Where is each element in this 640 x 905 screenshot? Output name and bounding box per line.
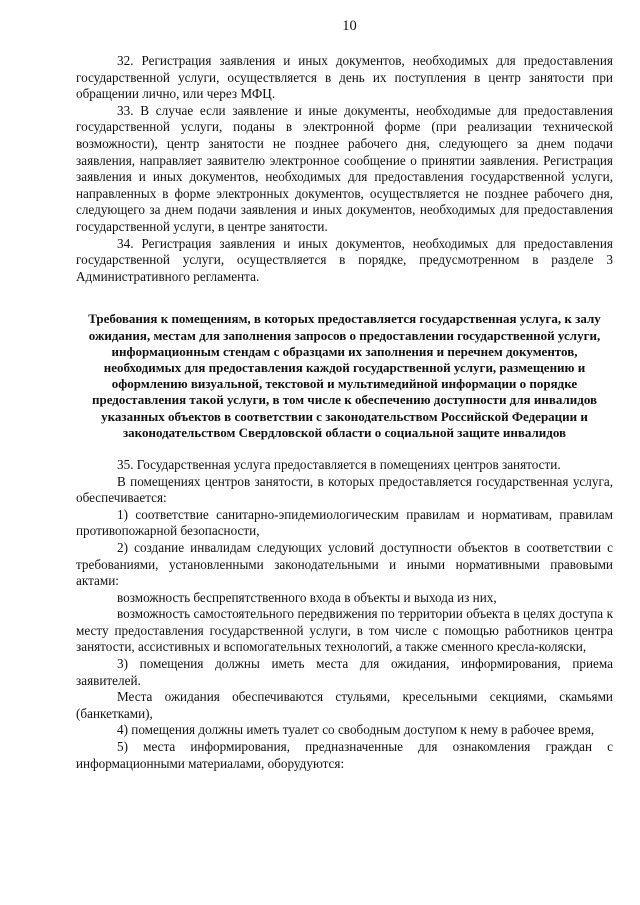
list-subitem-entrance: возможность беспрепятственного входа в объекты и выхода из них, <box>117 589 497 605</box>
list-item-1: 1) соответствие санитарно-эпидемиологическим правилам и нормативам, правилам противопожарной безопасности, <box>76 506 613 539</box>
paragraph-35: 35. Государственная услуга предоставляется в помещениях центров занятости. <box>117 456 561 472</box>
paragraph-33: 33. В случае если заявление и иные документы, необходимые для предоставления государственной услуги, поданы в электронной форме (при реализации технической возможности), центр занятости не позднее рабочего дня, следующего за днем подачи заявления, направляет заявителю электронное сообщение о принятии заявления. Регистрация заявления и иных документов, необходимых для предоставления государственной услуги, направленных в форме электронных документов, осуществляется не позднее рабочего дня, следующего за днем подачи заявления и иных документов, необходимых для предоставления государственной услуги, в центре занятости. <box>76 102 613 234</box>
paragraph-waiting-places: Места ожидания обеспечиваются стульями, кресельными секциями, скамьями (банкетками), <box>76 689 613 721</box>
list-subitem-movement: возможность самостоятельного передвижения по территории объекта в целях доступа к месту предоставления государственной услуги, в том числе с помощью работников центра занятости, ассистивных и вспомогательных технологий, а также сменного кресла-коляски, <box>76 606 613 655</box>
section-heading: Требования к помещениям, в которых предоставляется государственная услуга, к залу ожидания, местам для заполнения запросов о предоставлении государственной услуги, информационным стендам с образцами их заполнения и перечнем документов, необходимых для предоставления каждой государственной услуги, размещению и оформлению визуальной, текстовой и мультимедийной информации о порядке предоставления такой услуги, в том числе к обеспечению доступности для инвалидов указанных объектов в соответствии с законодательством Российской Федерации и законодательством Свердловской области о социальной защите инвалидов <box>88 311 601 440</box>
paragraph-32: 32. Регистрация заявления и иных документов, необходимых для предоставления государственной услуги, осуществляется в день их поступления в центр занятости при обращении лично, или через МФЦ. <box>76 53 613 102</box>
list-item-4: 4) помещения должны иметь туалет со свободным доступом к нему в рабочее время, <box>117 722 595 738</box>
paragraph-34: 34. Регистрация заявления и иных документов, необходимых для предоставления государственной услуги, осуществляется в порядке, предусмотренном в разделе 3 Административного регламента. <box>76 235 613 284</box>
list-item-3: 3) помещения должны иметь места для ожидания, информирования, приема заявителей. <box>76 656 613 688</box>
list-item-2: 2) создание инвалидам следующих условий доступности объектов в соответствии с требованиями, установленными законодательными и иными нормативными правовыми актами: <box>76 539 613 589</box>
paragraph-premises-intro: В помещениях центров занятости, в которых предоставляется государственная услуга, обеспечивается: <box>76 473 613 506</box>
page-number: 10 <box>342 18 357 34</box>
list-item-5: 5) места информирования, предназначенные для ознакомления граждан с информационными материалами, оборудуются: <box>76 739 613 771</box>
